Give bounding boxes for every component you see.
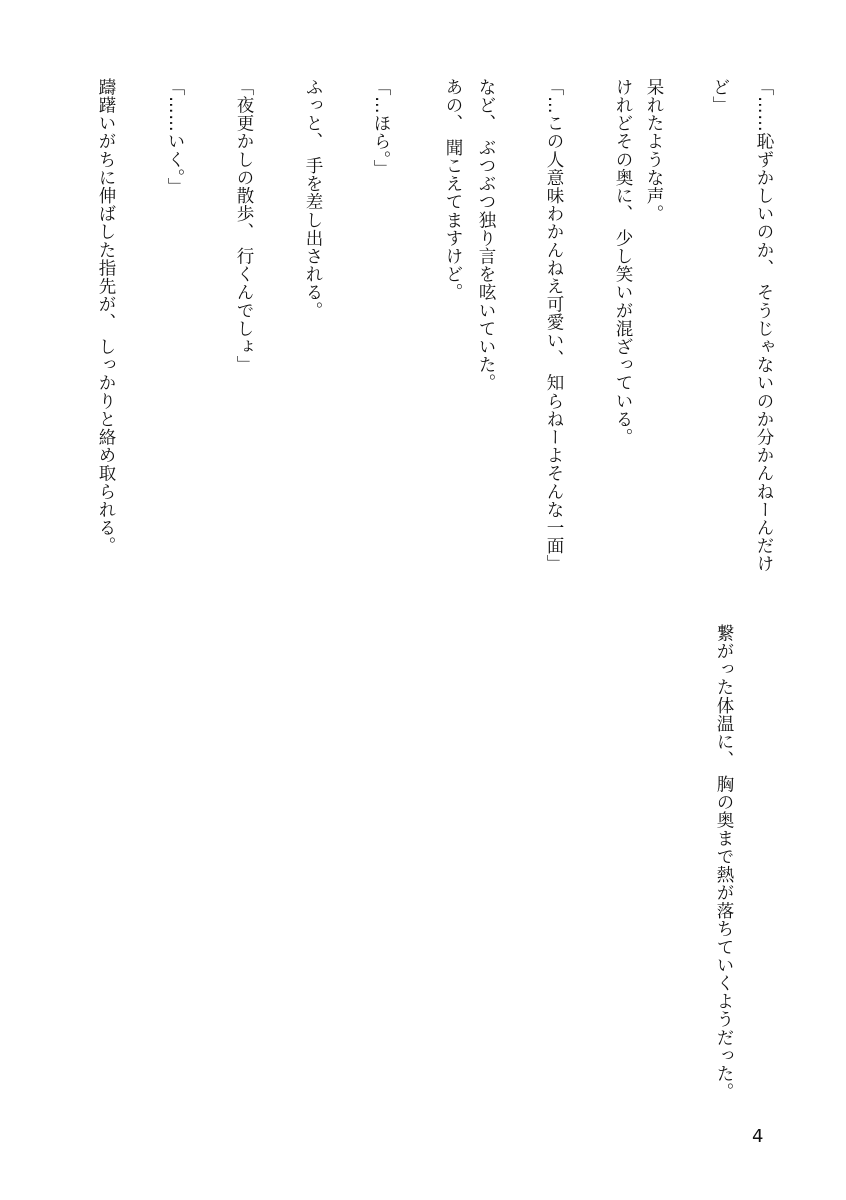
text-column-3: 呆れたような声。: [644, 78, 664, 223]
page-number: 4: [752, 1126, 764, 1147]
text-column-13: 繋がった体温に、 胸の奥まで熱が落ちていくようだった。: [714, 624, 734, 1101]
text-column-8: 「…ほら。」: [371, 78, 391, 178]
text-column-7: あの、 聞こえてますけど。: [443, 78, 463, 302]
text-column-5: 「…この人意味わかんねえ可愛い、 知らねーよそんな一面」: [544, 78, 564, 573]
text-column-2: ど」: [710, 78, 730, 115]
text-column-1: 「……恥ずかしいのか、 そうじゃないのか分かんねーんだけ: [754, 78, 774, 573]
text-column-6: など、 ぶつぶつ独り言を呟いていた。: [476, 78, 496, 392]
text-column-11: 「……いく。」: [165, 78, 185, 196]
text-column-12: 躊躇いがちに伸ばした指先が、 しっかりと絡め取られる。: [96, 78, 116, 555]
text-column-9: ふっと、 手を差し出される。: [303, 78, 323, 320]
text-column-10: 「夜更かしの散歩、 行くんでしょ」: [234, 78, 254, 374]
text-column-4: けれどその奥に、 少し笑いが混ざっている。: [613, 78, 633, 447]
